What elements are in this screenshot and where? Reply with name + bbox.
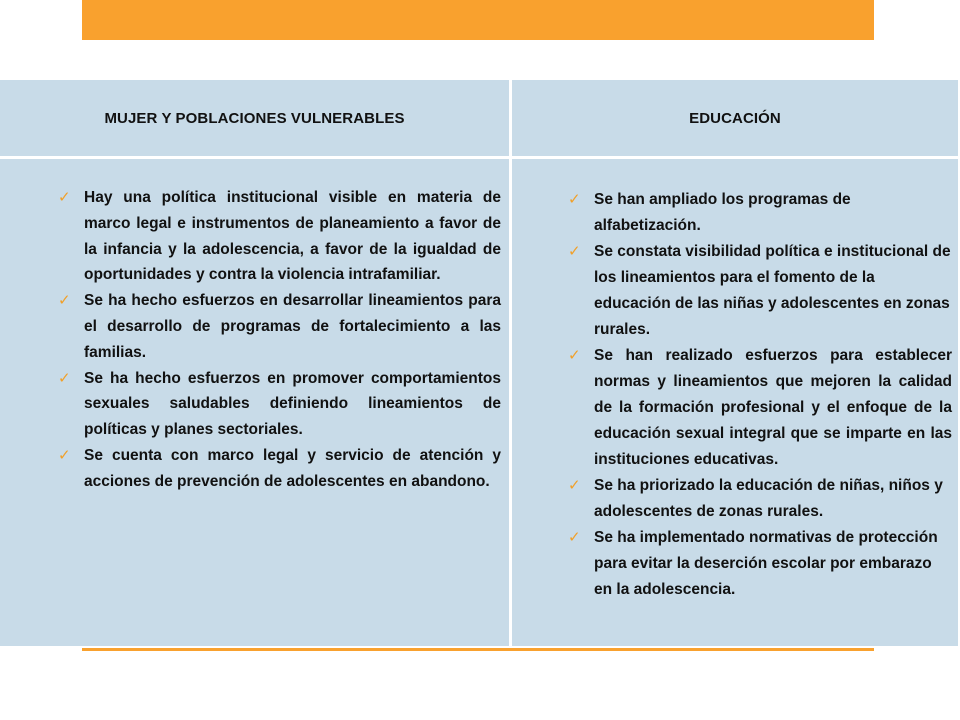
table-header-row bbox=[0, 80, 958, 156]
checkmark-icon: ✓ bbox=[568, 347, 581, 364]
checkmark-icon: ✓ bbox=[58, 446, 71, 464]
left-item-list bbox=[56, 185, 501, 495]
comparison-table bbox=[0, 80, 958, 646]
list-item: ✓ Se ha hecho esfuerzos en desarrollar lineamientos para el desarrollo de programas de fortalecimiento a las familias. bbox=[56, 288, 501, 365]
list-item: ✓ Se han ampliado los programas de alfabetización. bbox=[566, 187, 952, 239]
top-accent-bar bbox=[82, 0, 874, 40]
table-body-row bbox=[0, 159, 958, 646]
checkmark-icon: ✓ bbox=[58, 292, 71, 310]
checkmark-icon: ✓ bbox=[568, 191, 581, 208]
right-column-cell bbox=[512, 159, 958, 646]
checkmark-icon: ✓ bbox=[568, 529, 581, 546]
checkmark-icon: ✓ bbox=[568, 477, 581, 494]
checkmark-icon: ✓ bbox=[58, 189, 71, 206]
header-educacion: EDUCACIÓN bbox=[512, 80, 958, 156]
list-item: ✓ Se ha priorizado la educación de niñas, niños y adolescentes de zonas rurales. bbox=[566, 473, 952, 525]
checkmark-icon: ✓ bbox=[568, 243, 581, 260]
list-item: ✓ Se ha implementado normativas de protección para evitar la deserción escolar por embarazo en la adolescencia. bbox=[566, 525, 952, 603]
list-item: ✓ Se han realizado esfuerzos para establecer normas y lineamientos que mejoren la calidad de la formación profesional y el enfoque de la educación sexual integral que se imparte en las instituciones educativas. bbox=[566, 343, 952, 473]
left-column-cell bbox=[0, 159, 509, 646]
list-item: ✓ Se ha hecho esfuerzos en promover comportamientos sexuales saludables definiendo lineamientos de políticas y planes sectoriales. bbox=[56, 366, 501, 443]
list-item: ✓ Se constata visibilidad política e institucional de los lineamientos para el fomento de la educación de las niñas y adolescentes en zonas rurales. bbox=[566, 239, 952, 343]
list-item: ✓ Se cuenta con marco legal y servicio de atención y acciones de prevención de adolescentes en abandono. bbox=[56, 443, 501, 495]
right-item-list bbox=[566, 187, 952, 603]
bottom-accent-line bbox=[82, 648, 874, 651]
list-item: ✓ Hay una política institucional visible en materia de marco legal e instrumentos de planeamiento a favor de la infancia y la adolescencia, a favor de la igualdad de oportunidades y contra la violencia intrafamiliar. bbox=[56, 185, 501, 288]
checkmark-icon: ✓ bbox=[58, 369, 71, 387]
header-mujer-poblaciones: MUJER Y POBLACIONES VULNERABLES bbox=[0, 80, 509, 156]
